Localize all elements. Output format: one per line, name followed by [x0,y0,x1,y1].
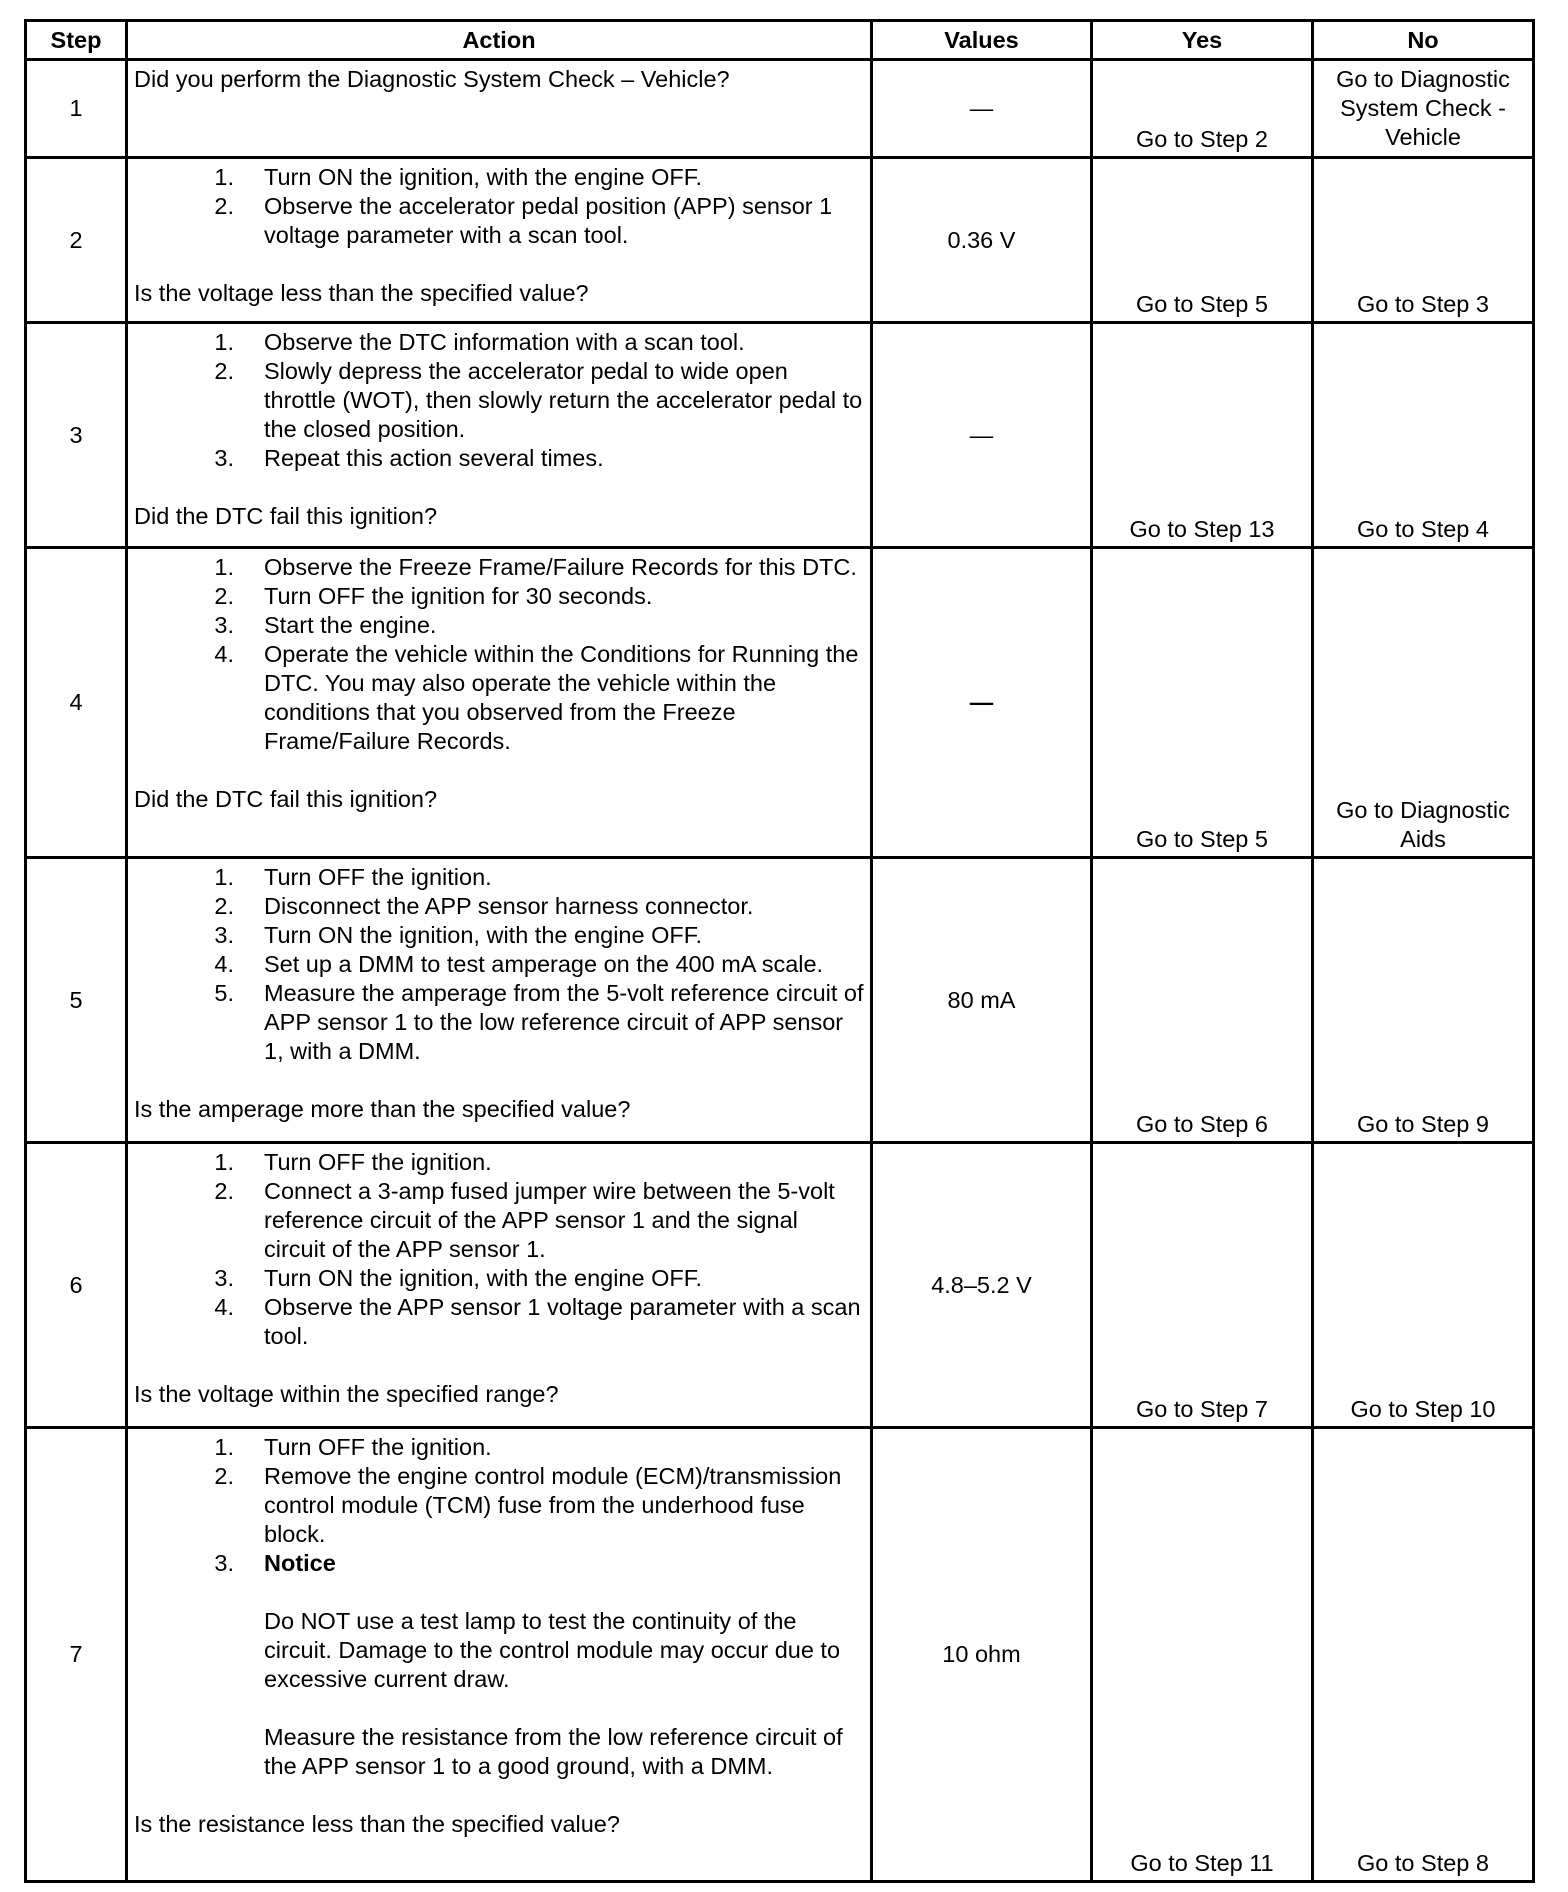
step-number: 2 [26,158,127,323]
action-cell [127,548,872,858]
action-question: Did you perform the Diagnostic System Check – Vehicle? [134,66,730,92]
list-item: 2. Turn OFF the ignition for 30 seconds. [214,583,653,609]
table-row [26,548,1534,858]
list-item: 3. Notice [214,1550,336,1576]
header-no: No [1313,21,1534,60]
measure-instruction: Measure the resistance from the low reference circuit of the APP sensor 1 to a good ground, with a DMM. [264,1724,843,1779]
action-cell [127,858,872,1143]
yes-cell: Go to Step 5 [1092,158,1313,323]
no-cell: Go to Step 3 [1313,158,1534,323]
header-row [26,21,1534,60]
list-item: 2. Slowly depress the accelerator pedal to wide open throttle (WOT), then slowly return the accelerator pedal to the closed position. [214,358,863,442]
table-row [26,60,1534,158]
action-question: Is the voltage less than the specified value? [134,280,589,306]
list-item: 1. Turn OFF the ignition. [214,1434,492,1460]
step-number: 3 [26,323,127,548]
no-cell: Go to Step 8 [1313,1428,1534,1882]
value-cell: — [872,548,1092,858]
value-cell: 10 ohm [872,1428,1092,1882]
action-cell [127,158,872,323]
list-item: 1. Turn OFF the ignition. [214,864,492,890]
step-number: 6 [26,1143,127,1428]
list-item: 1. Observe the DTC information with a scan tool. [214,329,745,355]
no-cell: Go to Diagnostic Aids [1313,548,1534,858]
list-item: 4. Set up a DMM to test amperage on the 400 mA scale. [214,951,824,977]
list-item: 3. Turn ON the ignition, with the engine OFF. [214,922,703,948]
list-item: 3. Repeat this action several times. [214,445,604,471]
action-cell [127,1428,872,1882]
no-cell: Go to Step 10 [1313,1143,1534,1428]
step-number: 1 [26,60,127,158]
table-row [26,158,1534,323]
value-cell: 4.8–5.2 V [872,1143,1092,1428]
header-values: Values [872,21,1092,60]
list-item: 2. Observe the accelerator pedal position (APP) sensor 1 voltage parameter with a scan tool. [214,193,833,248]
list-item: 4. Observe the APP sensor 1 voltage parameter with a scan tool. [214,1294,861,1349]
step-number: 7 [26,1428,127,1882]
yes-cell: Go to Step 6 [1092,858,1313,1143]
list-item: 1. Turn ON the ignition, with the engine OFF. [214,164,703,190]
header-yes: Yes [1092,21,1313,60]
yes-cell: Go to Step 2 [1092,60,1313,158]
table-row [26,1143,1534,1428]
list-item: 2. Remove the engine control module (ECM)/transmission control module (TCM) fuse from the underhood fuse block. [214,1463,842,1547]
table-row [26,323,1534,548]
action-cell [127,60,872,158]
table-row [26,1428,1534,1882]
step-number: 5 [26,858,127,1143]
value-cell: — [872,323,1092,548]
value-cell: — [872,60,1092,158]
yes-cell: Go to Step 7 [1092,1143,1313,1428]
yes-cell: Go to Step 13 [1092,323,1313,548]
table-row [26,858,1534,1143]
list-item: 5. Measure the amperage from the 5-volt reference circuit of APP sensor 1 to the low reference circuit of APP sensor 1, with a DMM. [214,980,864,1064]
list-item: 3. Turn ON the ignition, with the engine OFF. [214,1265,703,1291]
list-item: 3. Start the engine. [214,612,437,638]
no-cell: Go to Step 4 [1313,323,1534,548]
yes-cell: Go to Step 11 [1092,1428,1313,1882]
list-item: 2. Disconnect the APP sensor harness connector. [214,893,754,919]
notice-title: Notice [264,1550,336,1576]
yes-cell: Go to Step 5 [1092,548,1313,858]
step-number: 4 [26,548,127,858]
list-item: 4. Operate the vehicle within the Conditions for Running the DTC. You may also operate the vehicle within the conditions that you observed from the Freeze Frame/Failure Records. [214,641,859,754]
list-item: 1. Observe the Freeze Frame/Failure Records for this DTC. [214,554,857,580]
no-cell: Go to Diagnostic System Check - Vehicle [1313,60,1534,158]
list-item: 1. Turn OFF the ignition. [214,1149,492,1175]
no-cell: Go to Step 9 [1313,858,1534,1143]
action-cell [127,1143,872,1428]
diagnostic-table [24,19,1535,1883]
list-item: 2. Connect a 3-amp fused jumper wire between the 5-volt reference circuit of the APP sensor 1 and the signal circuit of the APP sensor 1. [214,1178,835,1262]
value-cell: 0.36 V [872,158,1092,323]
header-action: Action [127,21,872,60]
header-step: Step [26,21,127,60]
action-question: Is the voltage within the specified range? [134,1381,559,1407]
notice-text: Do NOT use a test lamp to test the continuity of the circuit. Damage to the control module may occur due to excessive current draw. [264,1608,841,1692]
action-question: Did the DTC fail this ignition? [134,786,438,812]
value-cell: 80 mA [872,858,1092,1143]
action-question: Is the amperage more than the specified value? [134,1096,631,1122]
action-question: Is the resistance less than the specified value? [134,1811,620,1837]
action-question: Did the DTC fail this ignition? [134,503,438,529]
action-cell [127,323,872,548]
